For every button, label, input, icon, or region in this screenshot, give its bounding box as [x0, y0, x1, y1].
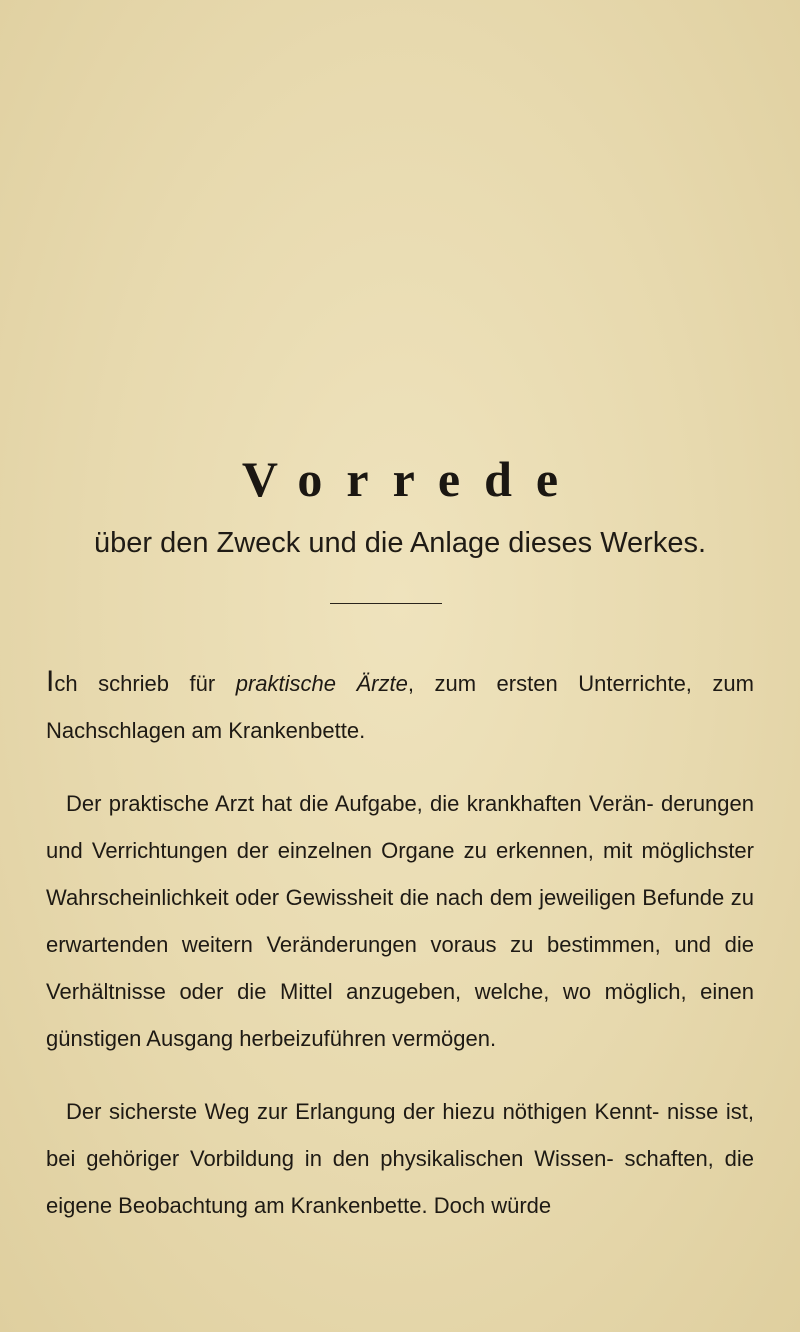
paragraph-1-text-before: ch schrieb für: [54, 671, 236, 696]
body-text: [46, 660, 754, 1229]
paragraph-1: [46, 660, 754, 754]
paragraph-1-text-after: , zum ersten Unterrichte, zum Nachschlagen am Krankenbette.: [46, 671, 754, 743]
paragraph-1-emphasis: praktische Ärzte: [235, 671, 408, 696]
initial-letter: I: [46, 665, 55, 698]
paragraph-2: Der praktische Arzt hat die Aufgabe, die krankhaften Verän- derungen und Verrichtungen der einzelnen Organe zu erkennen, mit möglichster Wahrscheinlichkeit oder Gewissheit die nach dem jeweiligen Befunde zu erwartenden weitern Veränderungen voraus zu bestimmen, und die Verhältnisse oder die Mittel anzugeben, welche, wo möglich, einen günstigen Ausgang herbeizuführen vermögen.: [46, 791, 754, 1051]
paragraph-3: Der sicherste Weg zur Erlangung der hiezu nöthigen Kennt- nisse ist, bei gehöriger Vorbildung in den physikalischen Wissen- schaften, die eigene Beobachtung am Krankenbette. Doch würde: [46, 1099, 754, 1218]
page-subtitle: über den Zweck und die Anlage dieses Werkes.: [93, 527, 707, 559]
divider-rule: [330, 603, 442, 604]
page-title: Vorrede: [241, 451, 583, 507]
